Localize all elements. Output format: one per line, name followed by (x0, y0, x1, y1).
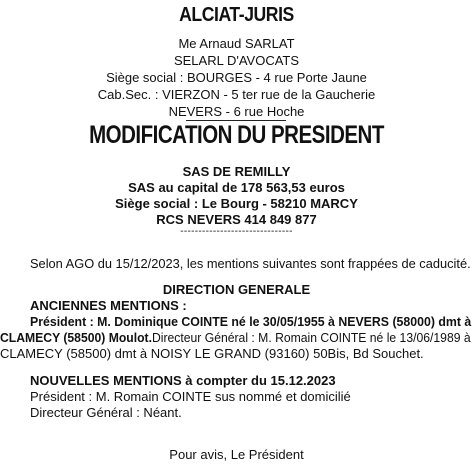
old-president-line: Président : M. Dominique COINTE né le 30/05/1955 à NEVERS (58000) dmt à (30, 314, 472, 329)
company-seat: Siège social : Le Bourg - 58210 MARCY (115, 196, 358, 211)
company-name: SAS DE REMILLY (182, 164, 291, 179)
company-capital: SAS au capital de 178 563,53 euros (128, 180, 345, 195)
firm-type: SELARL D'AVOCATS (173, 53, 300, 68)
new-mentions-heading: NOUVELLES MENTIONS à compter du 15.12.2023 (30, 373, 336, 388)
old-director-address: CLAMECY (58500) dmt à NOISY LE GRAND (93160) 50Bis, Bd Souchet. (0, 346, 424, 361)
signature: Pour avis, Le Président (169, 447, 304, 462)
firm-name: ALCIAT-JURIS (179, 4, 294, 26)
firm-head-office: Siège social : BOURGES - 4 rue Porte Jaune (106, 70, 367, 85)
old-mentions-line-2 (0, 330, 471, 346)
company-separator: ------------------------------- (180, 226, 293, 237)
section-title: DIRECTION GENERALE (162, 282, 311, 297)
firm-secondary-office: Cab.Sec. : VIERZON - 5 ter rue de la Gaucherie (97, 87, 376, 102)
old-mentions-heading: ANCIENNES MENTIONS : (30, 298, 187, 313)
firm-lawyer: Me Arnaud SARLAT (178, 36, 295, 51)
new-director-line: Directeur Général : Néant. (30, 405, 182, 420)
notice-title: MODIFICATION DU PRESIDENT (89, 121, 384, 149)
new-president-line: Président : M. Romain COINTE sus nommé et domicilié (30, 389, 351, 404)
firm-nevers-office: NEVERS - 6 rue Hoche (168, 104, 305, 119)
old-president-address: CLAMECY (58500) Moulot. (0, 330, 152, 345)
company-rcs: RCS NEVERS 414 849 877 (156, 212, 317, 227)
intro-text: Selon AGO du 15/12/2023, les mentions suivantes sont frappées de caducité. (30, 256, 471, 271)
old-director-line: Directeur Général : M. Romain COINTE né le 13/06/1989 à (151, 330, 471, 345)
